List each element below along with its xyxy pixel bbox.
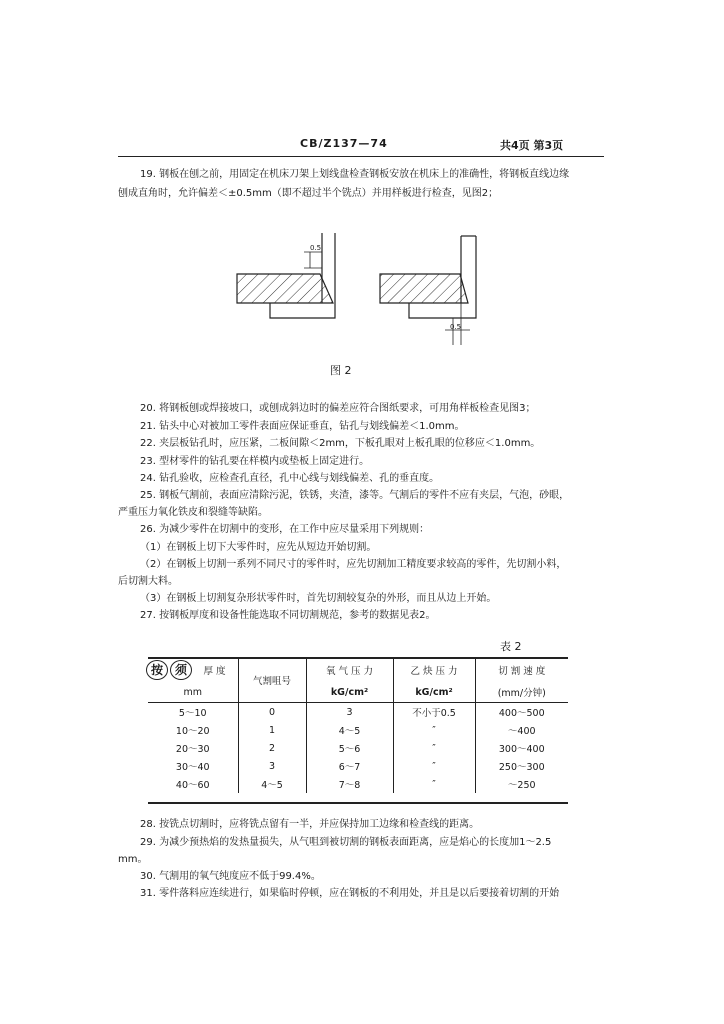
table-row xyxy=(148,775,568,793)
cell-thickness: 5～10 xyxy=(178,708,207,719)
cell-speed: 300～400 xyxy=(475,739,568,757)
figure-2-dim-left: 0.5 xyxy=(310,244,322,252)
stamp-char-1: 按 xyxy=(146,660,168,680)
cell-thickness: 20～30 xyxy=(175,744,210,755)
cell-acetylene: 不小于0.5 xyxy=(393,703,475,722)
cell-speed: ～250 xyxy=(475,775,568,793)
cell-nozzle: 2 xyxy=(238,739,306,757)
header-speed: 切 割 速 度 xyxy=(475,658,568,682)
table-row xyxy=(148,703,568,722)
cell-nozzle: 0 xyxy=(238,703,306,722)
header-nozzle: 气割咀号 xyxy=(238,658,306,703)
cell-acetylene: ″ xyxy=(393,739,475,757)
paragraph-22: 22. 夹层板钻孔时，应压紧，二板间隙＜2mm，下板孔眼对上板孔眼的位移应＜1.0mm。 xyxy=(140,438,541,449)
figure-2-dim-right: 0.5 xyxy=(450,323,462,331)
paragraph-26-item1: （1）在钢板上切下大零件时，应先从短边开始切割。 xyxy=(140,542,377,553)
table-row xyxy=(148,757,568,775)
cell-acetylene: ″ xyxy=(393,775,475,793)
paragraph-19-line1: 19. 钢板在刨之前，用固定在机床刀架上划线盘检查钢板安放在机床上的准确性，将钢板直线边缘 xyxy=(140,169,570,180)
paragraph-26: 26. 为减少零件在切割中的变形，在工作中应尽量采用下列规则： xyxy=(140,524,430,535)
document-code: CB/Z137—74 xyxy=(300,137,388,150)
paragraph-21: 21. 钻头中心对被加工零件表面应保证垂直，钻孔与划线偏差＜1.0mm。 xyxy=(140,421,465,432)
table-2-title: 表 2 xyxy=(500,640,522,653)
cell-oxygen: 6～7 xyxy=(306,757,393,775)
paragraph-29-line2: mm。 xyxy=(118,854,148,865)
cell-oxygen: 4～5 xyxy=(306,721,393,739)
header-thickness-unit: mm xyxy=(148,682,238,703)
table-bottom-border xyxy=(148,802,568,804)
table-row xyxy=(148,721,568,739)
figure-2-right-view xyxy=(380,236,476,345)
page-info: 共4页 第3页 xyxy=(500,139,564,152)
header-oxygen-unit: kG/cm² xyxy=(306,682,393,703)
paragraph-30: 30. 气割用的氧气纯度应不低于99.4%。 xyxy=(140,871,321,882)
paragraph-26-item2-line2: 后切割大料。 xyxy=(118,576,178,587)
paragraph-25-line1: 25. 钢板气割前，表面应清除污泥，铁锈，夹渣，漆等。气割后的零件不应有夹层，气泡，砂眼， xyxy=(140,490,570,501)
cell-oxygen: 3 xyxy=(306,703,393,722)
cell-thickness: 10～20 xyxy=(175,726,210,737)
paragraph-27: 27. 按钢板厚度和设备性能选取不同切割规范，参考的数据见表2。 xyxy=(140,610,436,621)
cell-speed: 250～300 xyxy=(475,757,568,775)
paragraph-24: 24. 钻孔验收，应检查孔直径，孔中心线与划线偏差、孔的垂直度。 xyxy=(140,473,440,484)
table-2 xyxy=(148,658,568,793)
header-speed-unit: (mm/分钟) xyxy=(475,682,568,703)
header-acetylene: 乙 炔 压 力 xyxy=(393,658,475,682)
cell-nozzle: 3 xyxy=(238,757,306,775)
paragraph-20: 20. 将钢板刨或焊接坡口，或刨成斜边时的偏差应符合图纸要求，可用角样板检查见图3； xyxy=(140,403,536,414)
cell-oxygen: 7～8 xyxy=(306,775,393,793)
paragraph-31: 31. 零件落料应连续进行，如果临时停顿，应在钢板的不利用处，并且是以后要接着切割的开始 xyxy=(140,888,560,899)
paragraph-26-item3: （3）在钢板上切割复杂形状零件时，首先切割较复杂的外形，而且从边上开始。 xyxy=(140,593,497,604)
paragraph-25-line2: 严重压力氧化铁皮和裂缝等缺陷。 xyxy=(118,507,268,518)
cell-oxygen: 5～6 xyxy=(306,739,393,757)
paragraph-23: 23. 型材零件的钻孔要在样模内或垫板上固定进行。 xyxy=(140,456,370,467)
cell-acetylene: ″ xyxy=(393,757,475,775)
table-row xyxy=(148,739,568,757)
cell-speed: ～400 xyxy=(475,721,568,739)
cell-acetylene: ″ xyxy=(393,721,475,739)
stamp-char-2: 须 xyxy=(170,660,192,680)
cell-speed: 400～500 xyxy=(475,703,568,722)
cell-nozzle: 1 xyxy=(238,721,306,739)
header-acetylene-unit: kG/cm² xyxy=(393,682,475,703)
paragraph-26-item2-line1: （2）在钢板上切割一系列不同尺寸的零件时，应先切割加工精度要求较高的零件，先切割小料， xyxy=(140,559,567,570)
cell-thickness: 40～60 xyxy=(175,780,210,791)
header-thickness: 厚 度 xyxy=(203,666,226,677)
paragraph-19-line2: 刨成直角时，允许偏差＜±0.5mm（即不超过半个铣点）并用样板进行检查，见图2； xyxy=(118,188,499,199)
cell-nozzle: 4～5 xyxy=(238,775,306,793)
figure-2-caption: 图 2 xyxy=(330,364,352,377)
header-oxygen: 氧 气 压 力 xyxy=(306,658,393,682)
paragraph-28: 28. 按铣点切割时，应将铣点留有一半，并应保持加工边缘和检查线的距离。 xyxy=(140,819,480,830)
cell-thickness: 30～40 xyxy=(175,762,210,773)
paragraph-29-line1: 29. 为减少预热焰的发热量损失，从气咀到被切割的钢板表面距离，应是焰心的长度加1～2.5 xyxy=(140,837,552,848)
